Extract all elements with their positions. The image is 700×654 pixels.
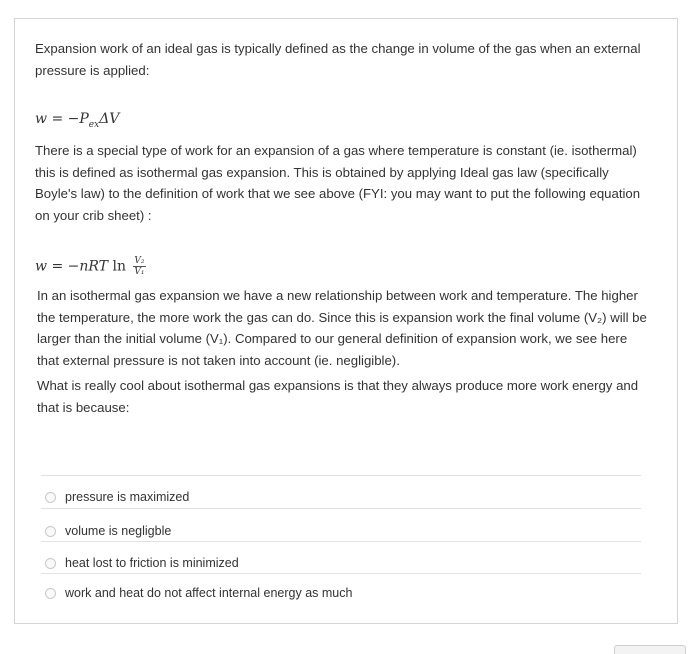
question-prompt: What is really cool about isothermal gas expansions is that they always produce more work energy and that is because: — [37, 378, 639, 415]
fraction-numerator: V₂ — [134, 256, 145, 266]
temperature-paragraph: In an isothermal gas expansion we have a new relationship between work and temperature. The higher the temperature, the more work the gas can do. Since this is expansion work the final volume (V₂) will be larger than the initial volume (V₁). Compared to our general definition of expansion work, we see here that external pressure is not taken into account (ie. negligible). — [37, 288, 647, 368]
option-label: volume is negligble — [65, 524, 172, 538]
isothermal-paragraph: There is a special type of work for an expansion of a gas where temperature is constant (ie. isothermal) this is defined as isothermal gas expansion. This is obtained by applying Ideal gas law (specifically Boyle's law) to the definition of work that we see above (FYI: you may want to put the following equation on your crib sheet) : — [35, 143, 641, 223]
eq1-pressure: P — [79, 111, 89, 127]
eq1-subscript: ex — [88, 119, 100, 130]
eq1-lhs: w — [35, 111, 47, 127]
eq2-nrt: nRT — [79, 258, 109, 275]
isothermal-work-equation — [35, 256, 146, 277]
fraction-denominator: V₁ — [134, 267, 145, 277]
work-equation — [35, 111, 119, 130]
option-volume-negligible[interactable] — [45, 524, 171, 538]
option-label: heat lost to friction is minimized — [65, 556, 239, 570]
option-divider — [41, 508, 641, 509]
option-divider — [41, 475, 641, 476]
radio-button[interactable] — [45, 492, 56, 503]
eq2-ln: ln — [112, 258, 126, 275]
radio-button[interactable] — [45, 558, 56, 569]
radio-button[interactable] — [45, 526, 56, 537]
option-heat-friction[interactable] — [45, 556, 239, 570]
intro-text: Expansion work of an ideal gas is typically defined as the change in volume of the gas when an external pressure is applied: — [35, 41, 641, 78]
option-label: pressure is maximized — [65, 490, 190, 504]
eq2-lhs: w — [35, 258, 47, 275]
option-divider — [41, 573, 641, 574]
eq1-delta-v: ΔV — [99, 111, 120, 127]
next-card-edge — [614, 645, 686, 654]
option-divider — [41, 541, 641, 542]
option-pressure-maximized[interactable] — [45, 490, 189, 504]
option-label: work and heat do not affect internal energy as much — [65, 586, 353, 600]
eq1-equals: = − — [51, 111, 80, 127]
eq2-equals: = − — [51, 258, 80, 275]
question-card — [14, 18, 678, 624]
radio-button[interactable] — [45, 588, 56, 599]
option-internal-energy[interactable] — [45, 586, 352, 600]
volume-fraction — [133, 256, 145, 277]
